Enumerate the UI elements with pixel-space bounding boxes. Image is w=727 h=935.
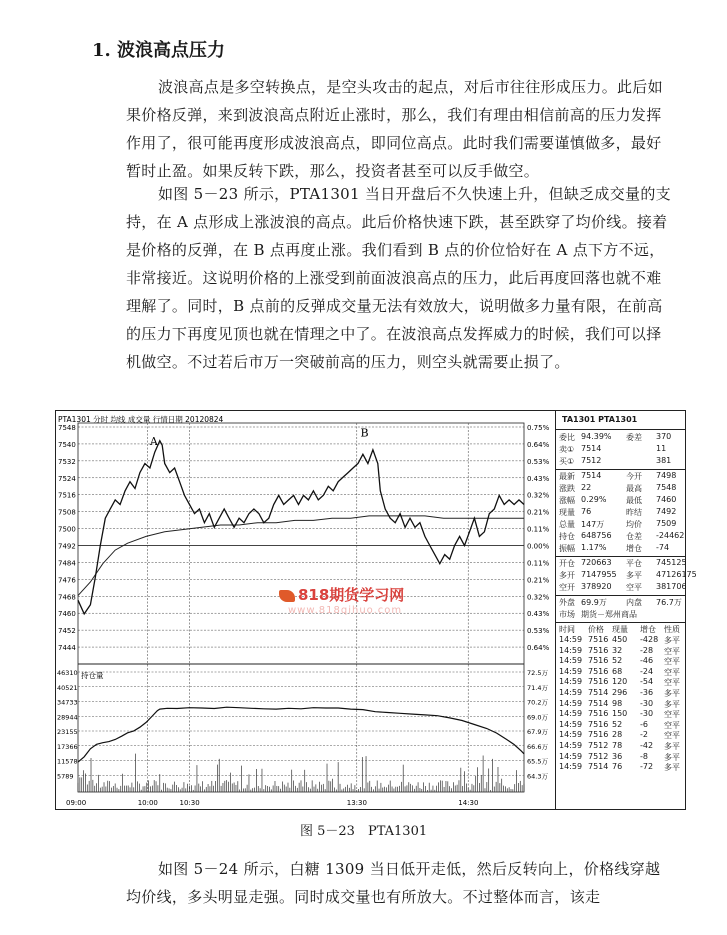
tick-cell: 14:59	[559, 635, 583, 644]
pct-tick-label: 0.11%	[527, 559, 550, 568]
tick-cell: -2	[640, 730, 648, 740]
tick-cell: 7516	[588, 656, 609, 666]
price-tick-label: 7452	[58, 627, 76, 636]
tick-cell: 14:59	[559, 719, 583, 729]
tick-cell: 52	[612, 656, 623, 666]
oi-pct-tick-label: 72.5万	[527, 669, 548, 677]
pct-tick-label: 0.53%	[527, 457, 550, 466]
tick-cell: 14:59	[559, 645, 583, 655]
paragraph-1: 波浪高点是多空转换点，是空头攻击的起点，对后市往往形成压力。此后如果价格反弹，来到波浪高点附近止涨时，那么，我们有理由相信前高的压力发挥作用了，很可能再度形成波浪高点，即同位高点。此时我们需要谨慎做多，最好暂时止盈。如果反转下跌，那么，投资者甚至可以反手做空。	[126, 78, 663, 180]
time-tick-label: 10:30	[179, 799, 200, 807]
oi-tick-label: 11578	[57, 757, 78, 766]
tick-header-cell: 现量	[612, 625, 628, 634]
oi-tick-label: 5789	[57, 772, 74, 781]
tick-cell: 多平	[664, 689, 680, 698]
tick-cell: -28	[640, 645, 654, 655]
side-field-value: 648756	[581, 531, 612, 540]
side-field-value: 7147955	[581, 570, 617, 579]
tick-cell: 52	[612, 719, 623, 729]
side-field-value: 94.39%	[581, 432, 612, 441]
oi-tick-label: 40521	[57, 683, 78, 692]
side-title: TA1301 PTA1301	[562, 415, 638, 424]
tick-cell: 空平	[664, 646, 680, 656]
tick-cell: -42	[640, 741, 654, 750]
side-field-value: 381	[656, 456, 672, 465]
side-field-label: 总量	[559, 520, 575, 529]
side-field-label: 内盘	[626, 598, 642, 607]
tick-cell: 7514	[588, 688, 609, 697]
side-field-value: 7548	[656, 483, 677, 492]
tick-cell: 150	[612, 709, 628, 719]
tick-header-cell: 时间	[559, 625, 575, 634]
tick-cell: 14:59	[559, 709, 583, 719]
pct-tick-label: 0.43%	[527, 610, 550, 619]
pct-tick-label: 0.53%	[527, 627, 550, 636]
side-field-value: 7514	[581, 444, 602, 453]
price-tick-label: 7548	[58, 424, 76, 432]
time-tick-label: 14:30	[458, 799, 479, 807]
side-field-label: 开仓	[559, 559, 575, 568]
side-field-label: 委差	[626, 433, 642, 442]
tick-cell: -46	[640, 656, 654, 666]
side-row	[556, 597, 686, 609]
tick-cell: -428	[640, 635, 659, 644]
oi-pct-tick-label: 70.2万	[527, 698, 548, 707]
side-field-label: 均价	[626, 520, 642, 529]
price-tick-label: 7500	[58, 525, 76, 534]
tick-cell: 14:59	[559, 751, 583, 761]
tick-row	[556, 762, 686, 774]
time-tick-label: 09:00	[66, 799, 87, 807]
oi-pct-tick-label: 71.4万	[527, 683, 548, 692]
tick-cell: 7512	[588, 751, 609, 761]
side-row	[556, 432, 686, 444]
side-field-label: 空平	[626, 583, 642, 592]
price-tick-label: 7476	[58, 576, 76, 585]
tick-cell: 7516	[588, 677, 609, 687]
side-field-label: 市场	[559, 610, 575, 619]
side-field-label: 昨结	[626, 508, 642, 517]
side-divider	[556, 622, 686, 623]
oi-pct-tick-label: 67.9万	[527, 728, 548, 736]
price-tick-label: 7540	[58, 440, 76, 449]
open-interest-line	[78, 707, 524, 762]
side-field-label: 最低	[626, 496, 642, 505]
side-field-value: 69.9万	[581, 598, 607, 607]
side-field-value: -74	[656, 543, 670, 552]
tick-cell: 7516	[588, 666, 609, 676]
tick-cell: 36	[612, 751, 623, 761]
pct-tick-label: 0.00%	[527, 542, 550, 551]
side-field-value: 0.29%	[581, 495, 607, 504]
tick-cell: 空平	[664, 667, 680, 677]
tick-header-cell: 价格	[588, 625, 604, 634]
pct-tick-label: 0.32%	[527, 593, 550, 602]
side-field-label: 最高	[626, 484, 642, 493]
annotation-b: B	[360, 426, 369, 440]
side-field-label: 仓差	[626, 532, 642, 541]
oi-pct-tick-label: 65.5万	[527, 757, 548, 766]
tick-cell: 14:59	[559, 656, 583, 666]
pct-tick-label: 0.64%	[527, 440, 550, 449]
tick-cell: -54	[640, 677, 654, 687]
side-row	[556, 507, 686, 519]
pct-tick-label: 0.43%	[527, 474, 550, 483]
oi-tick-label: 17366	[57, 742, 78, 751]
side-row	[556, 543, 686, 555]
tick-cell: 空平	[664, 657, 680, 667]
tick-header-cell: 性质	[664, 625, 680, 634]
tick-cell: 296	[612, 688, 628, 697]
tick-cell: 78	[612, 741, 623, 750]
side-field-value: 745125	[656, 558, 687, 567]
side-field-label: 增仓	[626, 544, 642, 553]
pct-tick-label: 0.21%	[527, 576, 550, 585]
tick-cell: 68	[612, 666, 623, 676]
price-tick-label: 7460	[58, 610, 76, 619]
side-field-value: 期货－郑州商品	[581, 610, 637, 619]
tick-header-cell: 增仓	[640, 625, 656, 634]
tick-cell: 多平	[664, 752, 680, 762]
intraday-chart	[55, 410, 697, 810]
watermark-logo	[279, 584, 404, 605]
side-field-value: 1.17%	[581, 543, 607, 552]
tick-cell: -24	[640, 666, 654, 676]
oi-pct-tick-label: 66.6万	[527, 742, 548, 751]
watermark-url: www.818qihuo.com	[288, 605, 403, 616]
side-field-label: 平仓	[626, 559, 642, 568]
paragraph-3: 如图 5－24 所示，白糖 1309 当日低开走低，然后反转向上，价格线穿越均价线，多头明显走强。同时成交量也有所放大。不过整体而言，该走	[126, 860, 661, 906]
side-row	[556, 582, 686, 594]
side-field-value: 7492	[656, 507, 677, 516]
tick-cell: -36	[640, 688, 654, 697]
pct-tick-label: 0.75%	[527, 424, 550, 432]
chart-title: PTA1301 分时 均线 成交量 行情日期 20120824	[58, 415, 224, 424]
side-field-value: 11	[656, 444, 667, 453]
side-field-label: 涨幅	[559, 496, 575, 505]
tick-cell: 14:59	[559, 762, 583, 772]
side-field-label: 涨跌	[559, 484, 575, 493]
side-field-value: 378920	[581, 582, 612, 591]
side-divider	[556, 429, 686, 430]
side-field-label: 空开	[559, 583, 575, 592]
time-tick-label: 13:30	[346, 799, 367, 807]
price-tick-label: 7516	[58, 491, 76, 500]
quote-side-panel	[555, 411, 697, 809]
side-field-label: 多开	[559, 571, 575, 580]
oi-tick-label: 46310	[57, 669, 78, 677]
tick-cell: 14:59	[559, 741, 583, 750]
side-field-label: 持仓	[559, 532, 575, 541]
tick-cell: 14:59	[559, 666, 583, 676]
tick-cell: 空平	[664, 678, 680, 688]
price-tick-label: 7444	[58, 644, 76, 653]
side-field-label: 委比	[559, 433, 575, 442]
side-field-value: 370	[656, 432, 672, 441]
side-field-label: 买①	[559, 457, 575, 466]
price-tick-label: 7524	[58, 474, 76, 483]
side-field-value: 7460	[656, 495, 677, 504]
side-field-value: 76.7万	[656, 598, 682, 607]
side-field-value: 7514	[581, 471, 602, 480]
tick-cell: 7516	[588, 635, 609, 644]
side-field-value: -24462	[656, 531, 685, 540]
side-field-value: 147万	[581, 520, 605, 529]
oi-tick-label: 23155	[57, 728, 78, 736]
tick-cell: 7514	[588, 762, 609, 772]
watermark-brand: 818期货学习网	[298, 586, 405, 604]
side-field-value: 381706	[656, 582, 687, 591]
side-field-label: 今开	[626, 472, 642, 481]
section-heading: 1. 波浪高点压力	[92, 40, 226, 61]
side-field-label: 外盘	[559, 598, 575, 607]
side-row	[556, 609, 686, 621]
tick-cell: 空平	[664, 731, 680, 741]
tick-cell: 14:59	[559, 698, 583, 708]
tick-cell: 7512	[588, 741, 609, 750]
pct-tick-label: 0.32%	[527, 491, 550, 500]
side-row	[556, 483, 686, 495]
tick-cell: -8	[640, 751, 648, 761]
tick-cell: 7514	[588, 698, 609, 708]
oi-label: 持仓量	[81, 671, 104, 680]
time-tick-label: 10:00	[137, 799, 158, 807]
side-field-value: 7498	[656, 471, 677, 480]
side-field-value: 22	[581, 483, 592, 492]
tick-cell: 7516	[588, 645, 609, 655]
side-row	[556, 456, 686, 468]
tick-cell: -6	[640, 719, 648, 729]
oi-pct-tick-label: 64.3万	[527, 772, 548, 781]
side-field-value: 7512	[581, 456, 602, 465]
tick-cell: -72	[640, 762, 654, 772]
tick-cell: 7516	[588, 719, 609, 729]
tick-cell: 14:59	[559, 677, 583, 687]
side-row	[556, 519, 686, 531]
oi-tick-label: 28944	[57, 713, 78, 722]
tick-cell: 多平	[664, 636, 680, 645]
side-field-value: 720663	[581, 558, 612, 567]
side-field-label: 现量	[559, 508, 575, 517]
side-row	[556, 495, 686, 507]
side-divider	[556, 556, 686, 557]
price-tick-label: 7468	[58, 593, 76, 602]
side-field-label: 振幅	[559, 544, 575, 553]
oi-tick-label: 34733	[57, 698, 78, 707]
side-field-value: 76	[581, 507, 592, 516]
side-field-label: 最新	[559, 472, 575, 481]
price-tick-label: 7484	[58, 559, 76, 568]
side-field-value: 47126175	[656, 570, 697, 579]
tick-cell: 多平	[664, 763, 680, 773]
tick-cell: 76	[612, 762, 623, 772]
pct-tick-label: 0.11%	[527, 525, 550, 534]
tick-cell: 120	[612, 677, 628, 687]
side-row	[556, 531, 686, 543]
tick-cell: 32	[612, 645, 623, 655]
tick-cell: 14:59	[559, 730, 583, 740]
tick-cell: -30	[640, 709, 654, 719]
tick-cell: 空平	[664, 710, 680, 720]
price-tick-label: 7508	[58, 508, 76, 517]
pct-tick-label: 0.64%	[527, 644, 550, 653]
side-row	[556, 558, 686, 570]
tick-cell: 多平	[664, 742, 680, 751]
side-divider	[556, 469, 686, 470]
tick-cell: 7516	[588, 730, 609, 740]
tick-cell: 多平	[664, 699, 680, 709]
tick-cell: 450	[612, 635, 628, 644]
tick-cell: 14:59	[559, 688, 583, 697]
side-row	[556, 444, 686, 456]
tick-cell: 空平	[664, 720, 680, 730]
pct-tick-label: 0.21%	[527, 508, 550, 517]
oi-pct-tick-label: 69.0万	[527, 713, 548, 722]
price-tick-label: 7532	[58, 457, 76, 466]
paragraph-2: 如图 5－23 所示，PTA1301 当日开盘后不久快速上升，但缺乏成交量的支持，在 A 点形成上涨波浪的高点。此后价格快速下跌，甚至跌穿了均价线。接着是价格的反弹，在 B 点再度止涨。我们看到 B 点的价位恰好在 A 点下方不远，非常接近。这说明价格的上涨受到前面波浪高点的压力，此后再度回落也就不难理解了。同时，B 点前的反弹成交量无法有效放大，说明做多力量有限，在前高的压力下再度见顶也就在情理之中了。在波浪高点发挥威力的时候，我们可以择机做空。不过若后市万一突破前高的压力，则空头就需要止损了。	[126, 185, 671, 371]
side-field-label: 卖①	[559, 445, 575, 454]
price-tick-label: 7492	[58, 542, 76, 551]
side-field-value: 7509	[656, 519, 677, 528]
figure-caption: 图 5－23 PTA1301	[300, 824, 428, 839]
tick-cell: 28	[612, 730, 623, 740]
annotation-a: A	[149, 434, 158, 448]
tick-cell: 98	[612, 698, 623, 708]
side-field-label: 多平	[626, 571, 642, 580]
side-row	[556, 471, 686, 483]
flame-icon	[279, 590, 295, 602]
side-divider	[556, 595, 686, 596]
tick-cell: 7516	[588, 709, 609, 719]
tick-cell: -30	[640, 698, 654, 708]
side-row	[556, 570, 697, 582]
